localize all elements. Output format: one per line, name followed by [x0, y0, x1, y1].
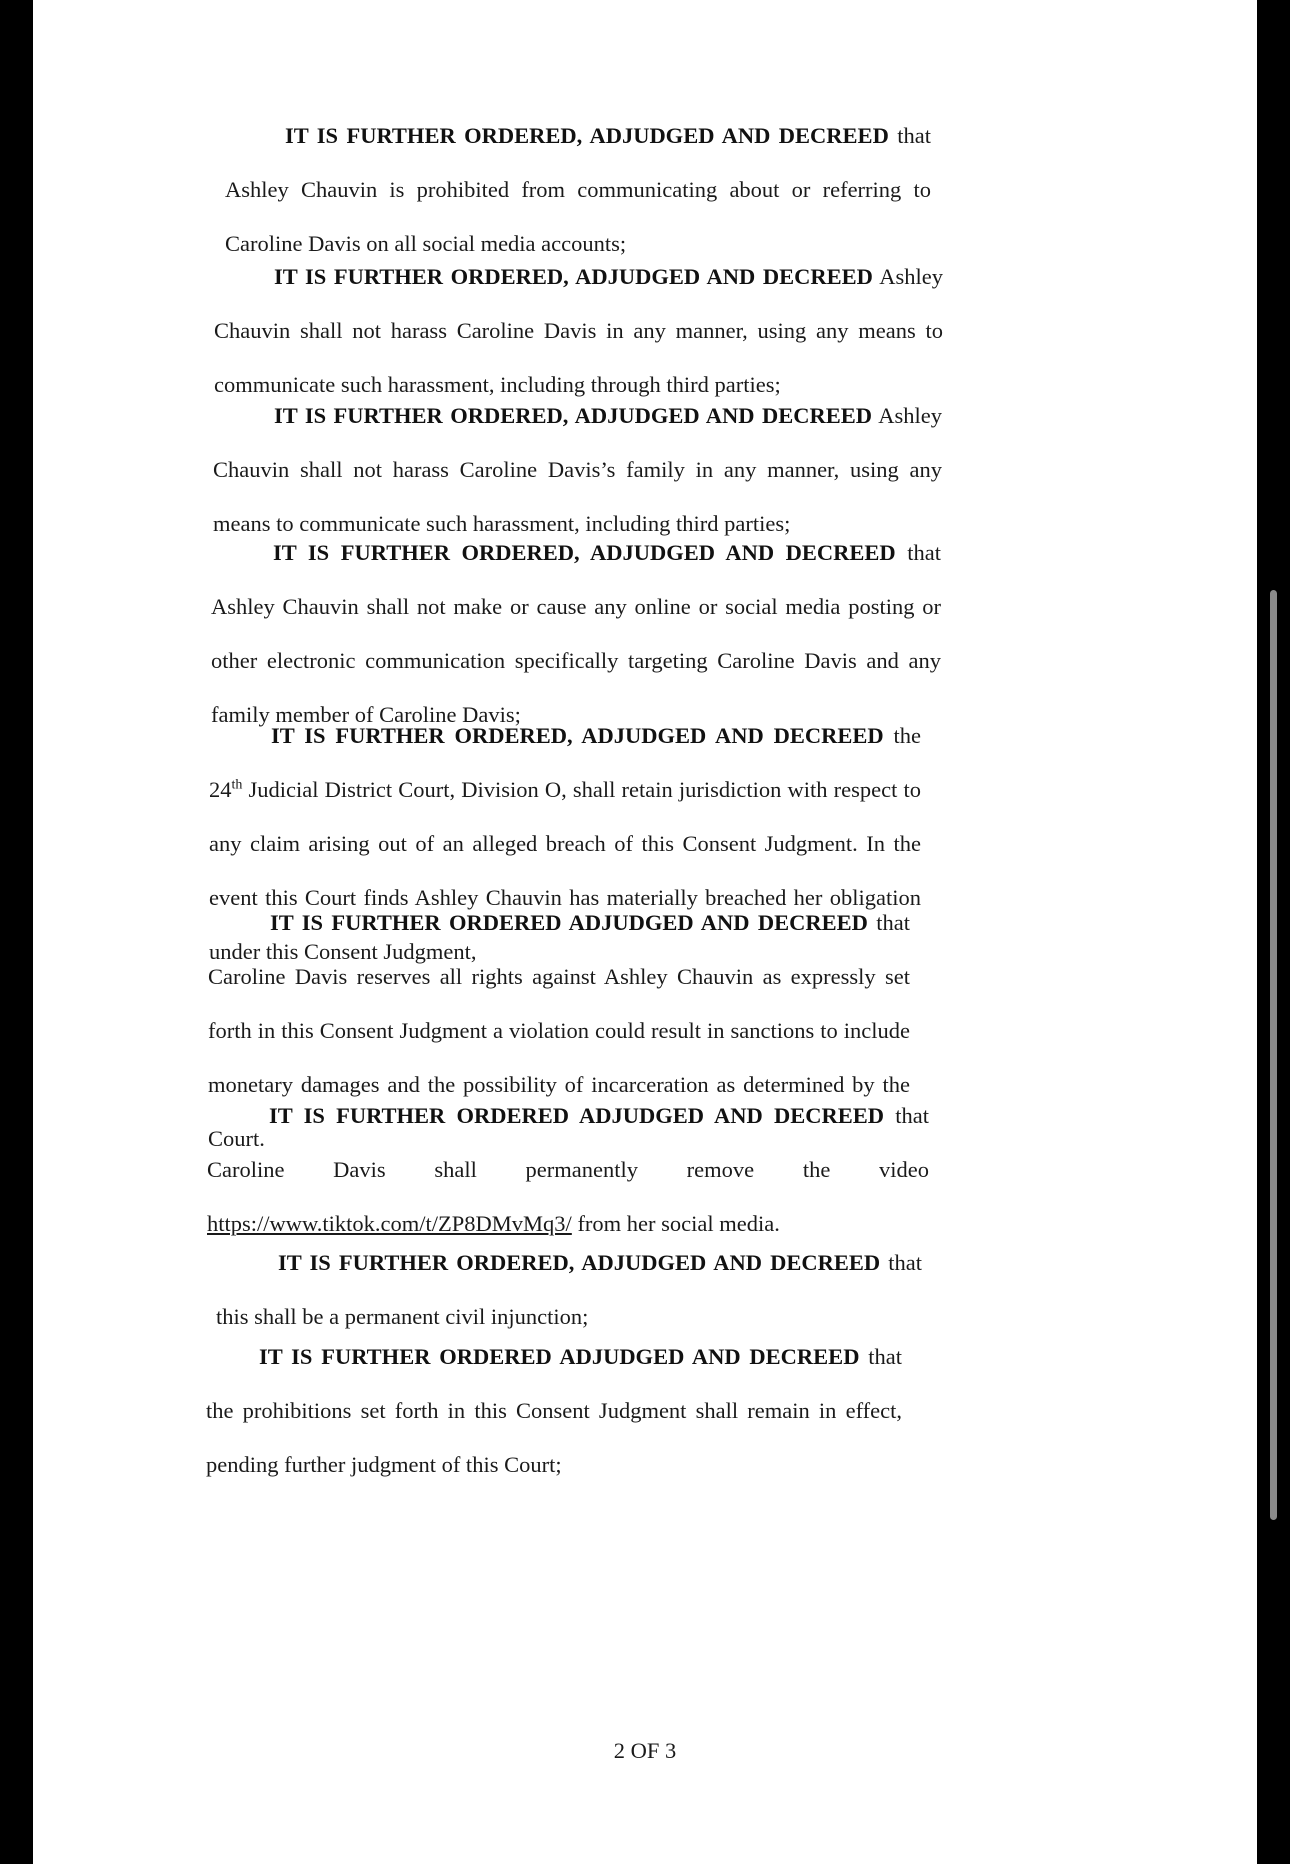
order-lead: IT IS FURTHER ORDERED ADJUDGED AND DECREED	[269, 1103, 885, 1128]
order-paragraph-2	[214, 250, 943, 412]
order-text: that Caroline Davis reserves all rights against Ashley Chauvin as expressly set forth in this Consent Judgment a violation could result in sanctions to include monetary damages and the possibility of incarceration as determined by the Court.	[208, 910, 910, 1151]
vertical-scrollbar[interactable]	[1270, 590, 1277, 1520]
tiktok-video-link[interactable]: https://www.tiktok.com/t/ZP8DMvMq3/	[207, 1211, 572, 1236]
order-lead: IT IS FURTHER ORDERED, ADJUDGED AND DECREED	[285, 123, 889, 148]
order-text: Judicial District Court, Division O, shall retain jurisdiction with respect to any claim arising out of an alleged breach of this Consent Judgment. In the event this Court finds Ashley Chauvin has materially breached her obligation under this Consent Judgment,	[209, 777, 921, 964]
document-page	[33, 0, 1257, 1864]
order-text: from her social media.	[571, 1211, 780, 1236]
order-text: Ashley Chauvin shall not harass Caroline Davis’s family in any manner, using any means to communicate such harassment, including third parties;	[213, 403, 942, 536]
order-lead: IT IS FURTHER ORDERED, ADJUDGED AND DECREED	[274, 403, 873, 428]
ordinal-suffix: th	[231, 777, 243, 793]
order-paragraph-7	[207, 1089, 929, 1251]
order-text: that Ashley Chauvin shall not make or cause any online or social media posting or other electronic communication specifically targeting Caroline Davis and any family member of Caroline Davis;	[211, 540, 942, 727]
order-lead: IT IS FURTHER ORDERED ADJUDGED AND DECREED	[259, 1344, 860, 1369]
order-lead: IT IS FURTHER ORDERED, ADJUDGED AND DECREED	[271, 723, 884, 748]
order-lead: IT IS FURTHER ORDERED ADJUDGED AND DECREED	[270, 910, 868, 935]
order-lead: IT IS FURTHER ORDERED, ADJUDGED AND DECREED	[273, 540, 896, 565]
order-paragraph-8	[216, 1236, 922, 1344]
order-text: that this shall be a permanent civil injunction;	[216, 1250, 922, 1329]
order-text: the 24	[209, 723, 921, 802]
order-lead: IT IS FURTHER ORDERED, ADJUDGED AND DECREED	[278, 1250, 881, 1275]
page-number: 2 OF 3	[613, 1738, 677, 1763]
order-text: that Caroline Davis shall permanently remove the video	[207, 1103, 929, 1182]
order-paragraph-9	[206, 1330, 902, 1492]
order-text: Ashley Chauvin shall not harass Caroline Davis in any manner, using any means to communicate such harassment, including through third parties;	[214, 264, 944, 397]
order-text: that Ashley Chauvin is prohibited from communicating about or referring to Caroline Davis on all social media accounts;	[225, 123, 932, 256]
order-lead: IT IS FURTHER ORDERED, ADJUDGED AND DECREED	[274, 264, 873, 289]
order-text: that the prohibitions set forth in this Consent Judgment shall remain in effect, pending further judgment of this Court;	[206, 1344, 903, 1477]
order-paragraph-1	[225, 109, 931, 271]
